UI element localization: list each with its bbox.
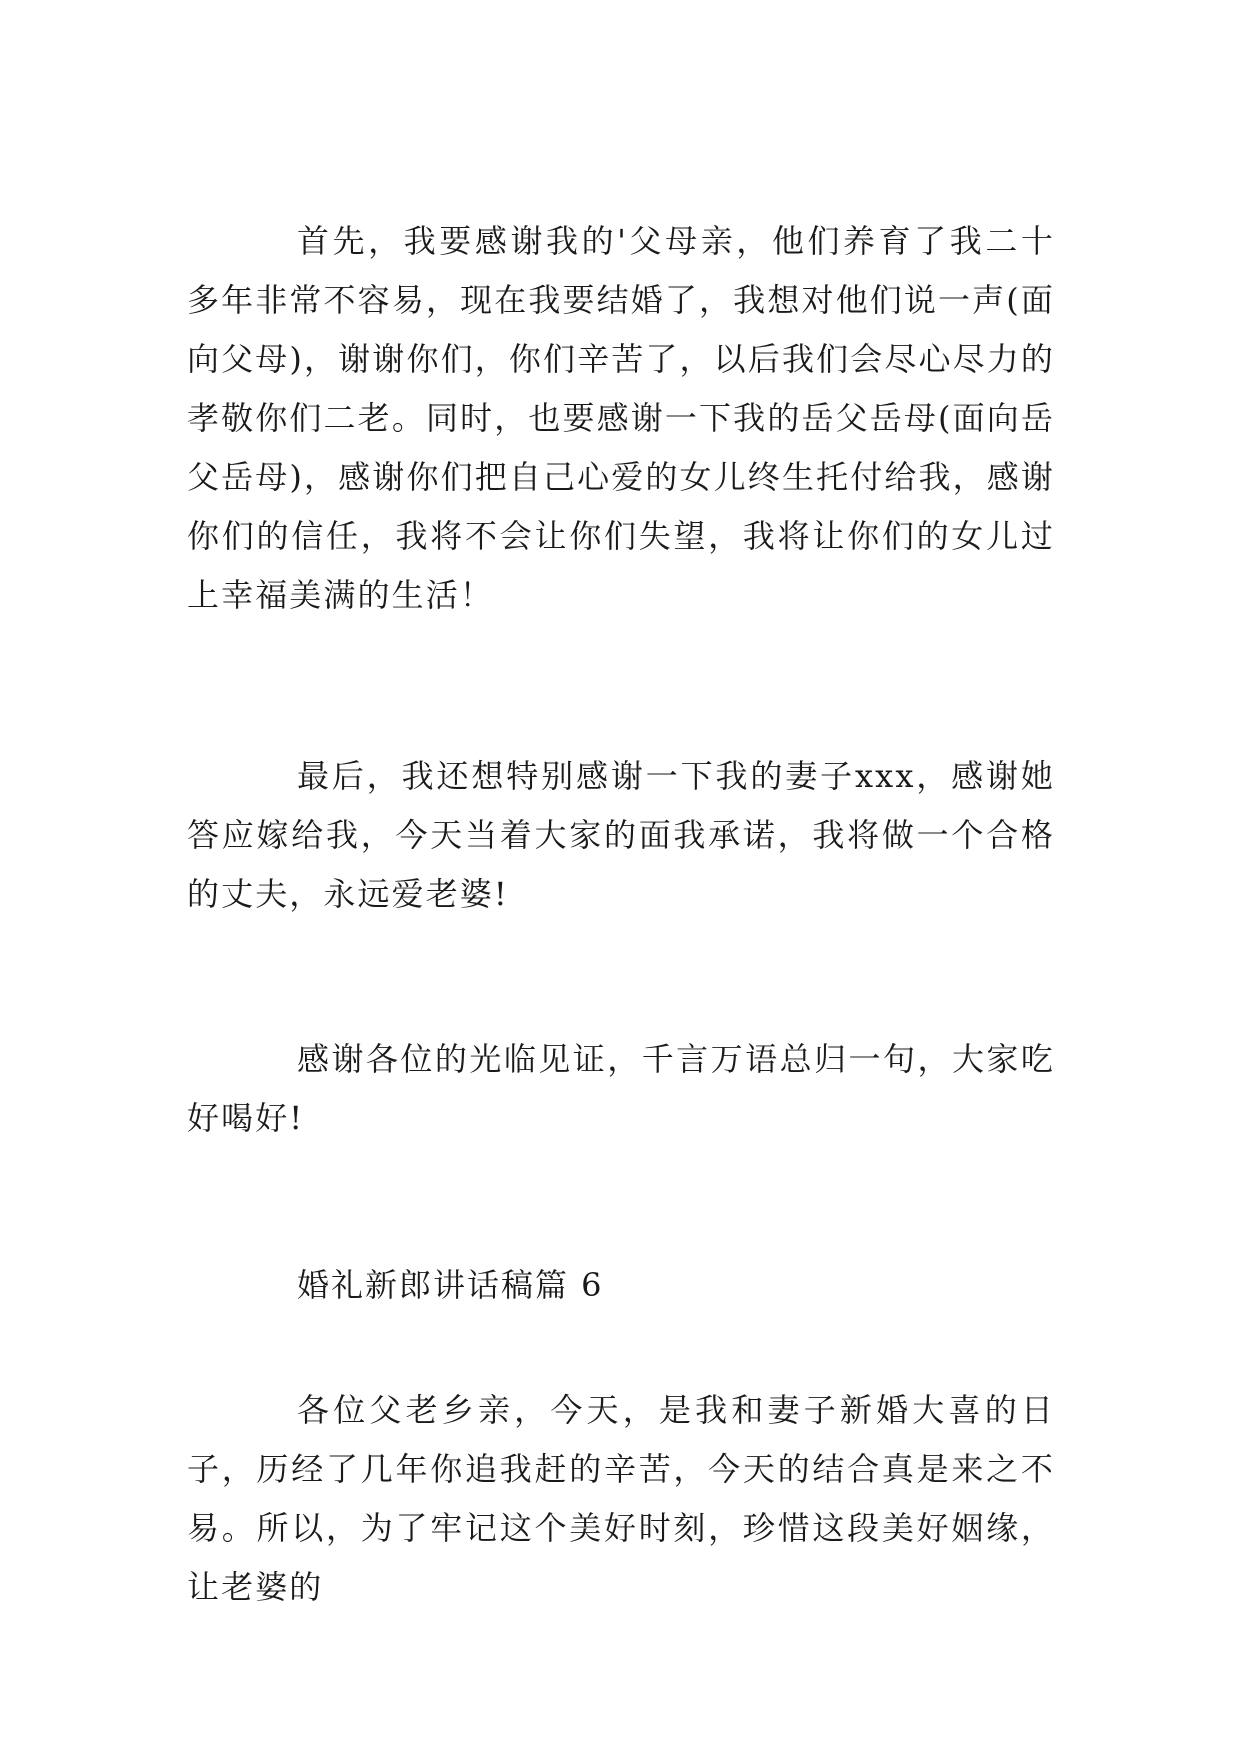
paragraph-section-intro: 各位父老乡亲，今天，是我和妻子新婚大喜的日子，历经了几年你追我赶的辛苦，今天的结合真是来之不易。所以，为了牢记这个美好时刻，珍惜这段美好姻缘，让老婆的 <box>187 1391 1055 1606</box>
paragraph-thanks-parents: 首先，我要感谢我的'父母亲，他们养育了我二十多年非常不容易，现在我要结婚了，我想对他们说一声(面向父母)，谢谢你们，你们辛苦了，以后我们会尽心尽力的孝敬你们二老。同时，也要感谢一下我的岳父岳母(面向岳父岳母)，感谢你们把自己心爱的女儿终生托付给我，感谢你们的信任，我将不会让你们失望，我将让你们的女儿过上幸福美满的生活！ <box>187 222 1055 614</box>
section-heading: 婚礼新郎讲话稿篇 6 <box>297 1266 604 1304</box>
paragraph-thanks-wife: 最后，我还想特别感谢一下我的妻子xxx，感谢她答应嫁给我，今天当着大家的面我承诺，我将做一个合格的丈夫，永远爱老婆! <box>187 757 1055 913</box>
paragraph-thanks-guests: 感谢各位的光临见证，千言万语总归一句，大家吃好喝好! <box>187 1040 1055 1137</box>
